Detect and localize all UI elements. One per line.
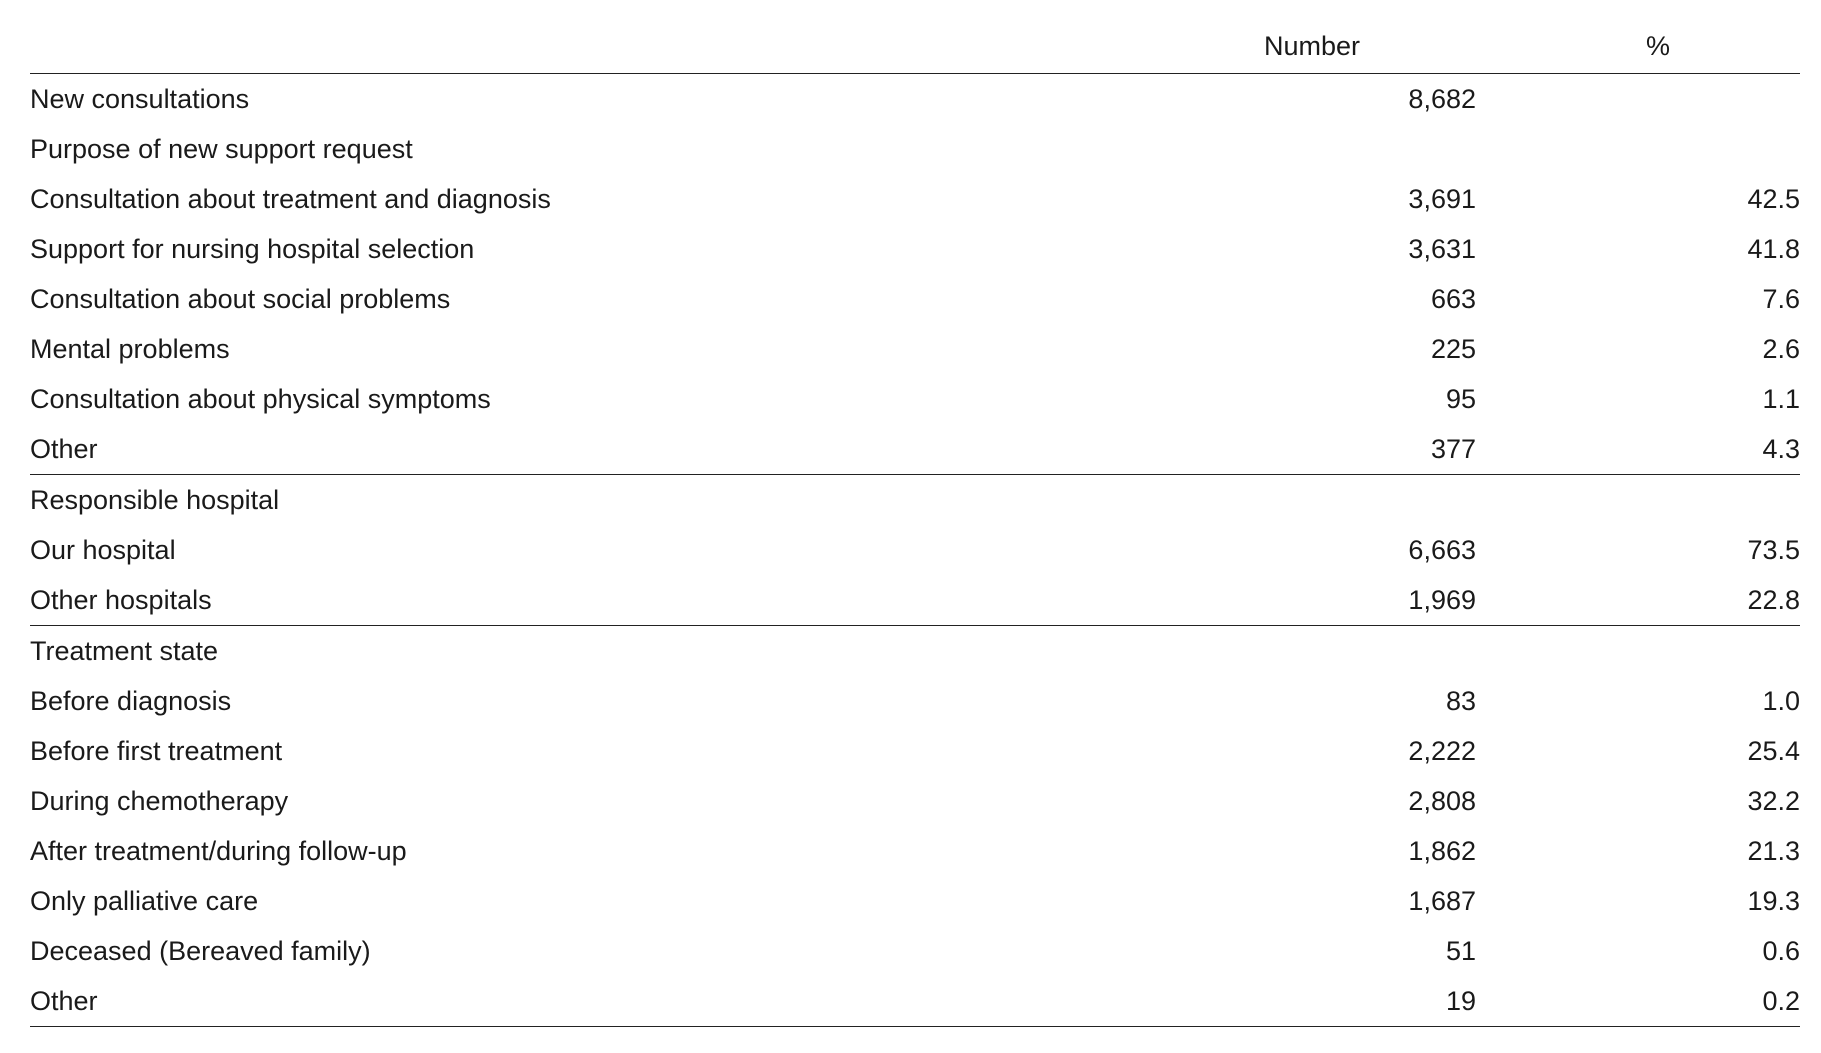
table-row (30, 525, 1800, 575)
row-number: 3,631 (1408, 234, 1476, 264)
row-label: Before diagnosis (30, 686, 232, 716)
row-percent: 32.2 (1747, 786, 1800, 816)
row-number: 2,222 (1408, 736, 1476, 766)
row-number: 1,969 (1408, 585, 1476, 615)
row-percent: 0.6 (1762, 936, 1800, 966)
row-number: 377 (1430, 434, 1476, 464)
table-row (30, 274, 1800, 324)
row-number: 2,808 (1408, 786, 1476, 816)
table-row (30, 876, 1800, 926)
row-label: Consultation about treatment and diagnosis (30, 184, 551, 214)
row-percent (1476, 124, 1800, 174)
row-percent: 19.3 (1747, 886, 1800, 916)
table-row (30, 676, 1800, 726)
table-row (30, 776, 1800, 826)
row-percent: 41.8 (1747, 234, 1800, 264)
row-new-consultations (30, 74, 1800, 125)
header-row (30, 12, 1800, 74)
table-row (30, 174, 1800, 224)
row-label: Our hospital (30, 535, 176, 565)
row-label: Only palliative care (30, 886, 259, 916)
table-row (30, 424, 1800, 475)
row-percent: 2.6 (1762, 334, 1800, 364)
section-heading-treatment-state (30, 626, 1800, 677)
row-percent: 1.1 (1762, 384, 1800, 414)
row-number: 1,862 (1408, 836, 1476, 866)
row-percent (1476, 475, 1800, 526)
table-row (30, 826, 1800, 876)
table-header (30, 12, 1800, 74)
table-body (30, 74, 1800, 1027)
row-percent: 22.8 (1747, 585, 1800, 615)
row-percent (1476, 74, 1800, 125)
row-label: New consultations (30, 84, 250, 114)
row-number: 225 (1430, 334, 1476, 364)
row-number: 95 (1445, 384, 1476, 414)
row-label: Consultation about physical symptoms (30, 384, 491, 414)
row-percent: 4.3 (1762, 434, 1800, 464)
row-percent: 42.5 (1747, 184, 1800, 214)
row-label: Other (30, 434, 98, 464)
table-row (30, 374, 1800, 424)
table-row (30, 575, 1800, 626)
header-number: Number (1100, 12, 1476, 74)
table-row (30, 224, 1800, 274)
row-label: Deceased (Bereaved family) (30, 936, 371, 966)
row-label: Support for nursing hospital selection (30, 234, 475, 264)
row-percent: 21.3 (1747, 836, 1800, 866)
section-label: Purpose of new support request (30, 134, 413, 164)
row-label: Other (30, 976, 1100, 1027)
row-label: During chemotherapy (30, 786, 289, 816)
row-number: 83 (1445, 686, 1476, 716)
section-label: Responsible hospital (30, 475, 1100, 526)
row-number: 51 (1445, 936, 1476, 966)
row-number (1100, 626, 1476, 677)
row-percent: 73.5 (1747, 535, 1800, 565)
table-row (30, 926, 1800, 976)
row-percent (1476, 626, 1800, 677)
table-row (30, 726, 1800, 776)
row-percent: 7.6 (1762, 284, 1800, 314)
row-number: 19 (1100, 976, 1476, 1027)
row-percent: 25.4 (1747, 736, 1800, 766)
row-number: 3,691 (1408, 184, 1476, 214)
header-label-column (30, 12, 1100, 74)
row-number: 1,687 (1408, 886, 1476, 916)
row-label: Other hospitals (30, 585, 212, 615)
row-number: 663 (1430, 284, 1476, 314)
row-label: Mental problems (30, 334, 230, 364)
row-number: 6,663 (1408, 535, 1476, 565)
table-row (30, 976, 1800, 1027)
consultation-summary-table (30, 12, 1800, 1027)
row-label: After treatment/during follow-up (30, 836, 407, 866)
row-percent: 1.0 (1762, 686, 1800, 716)
section-label: Treatment state (30, 626, 1100, 677)
row-percent: 0.2 (1476, 976, 1800, 1027)
row-number (1100, 124, 1476, 174)
section-heading-purpose (30, 124, 1800, 174)
row-label: Consultation about social problems (30, 284, 451, 314)
row-label: Before first treatment (30, 736, 283, 766)
row-number (1100, 475, 1476, 526)
header-percent: % (1476, 12, 1800, 74)
row-number: 8,682 (1408, 84, 1476, 114)
table-row (30, 324, 1800, 374)
section-heading-responsible-hospital (30, 475, 1800, 526)
